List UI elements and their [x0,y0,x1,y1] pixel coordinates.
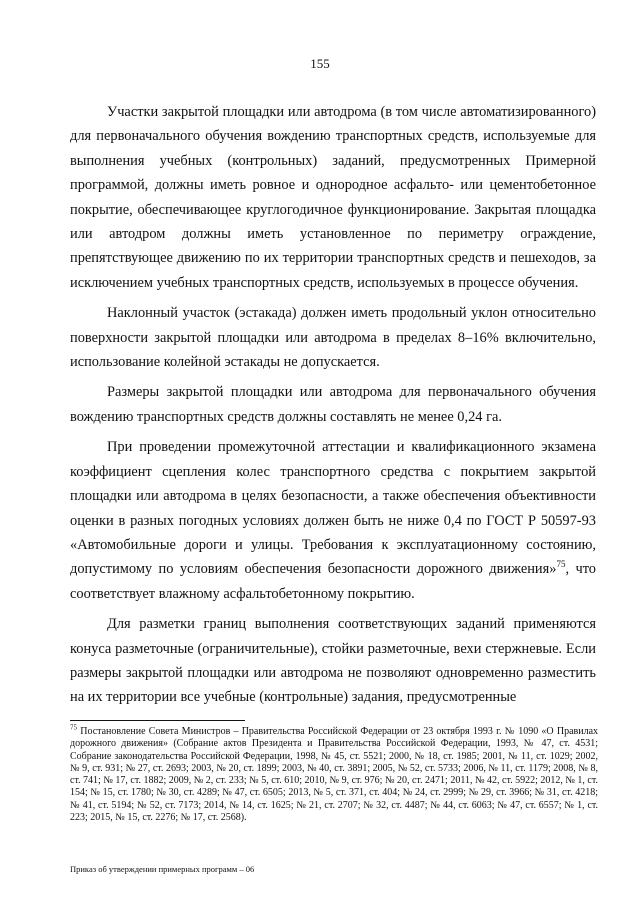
footnote-reference[interactable]: 75 [556,559,566,570]
footnote [70,723,599,824]
footnote-number: 75 [70,723,77,732]
footnote-divider [70,720,245,721]
paragraph-marking-equipment: Для разметки границ выполнения соответствующих заданий применяются конуса разметочные (ограничительные), стойки разметочные, вехи стержневые. Если размеры закрытой площадки или автодрома не позволяют одновременно разместить на их территории все учебные (контрольные) задания, предусмотренные [70,616,596,706]
paragraph-friction-text: При проведении промежуточной аттестации и квалификационного экзамена коэффициент сцепления колес транспортного средства с покрытием закрытой площадки или автодрома в целях безопасности, а также обеспечения объективности оценки в разных погодных условиях должен быть не ниже 0,4 по ГОСТ Р 50597-93 «Автомобильные дороги и улицы. Требования к эксплуатационному состоянию, допустимому по условиям обеспечения безопасности дорожного движения» [70,439,596,578]
footer-note: Приказ об утверждении примерных программ – 06 [70,864,255,874]
footnote-text: Постановление Совета Министров – Правительства Российской Федерации от 23 октября 1993 г. № 1090 «О Правилах дорожного движения» (Собрание актов Президента и Правительства Российской Федерации, 1993, № 47, ст. 4531; Собрание законодательства Российской Федерации, 1998, № 45, ст. 5521; 2000, № 18, ст. 1985; 2001, № 11, ст. 1029; 2002, № 9, ст. 931; № 27, ст. 2693; 2003, № 20, ст. 1899; 2003, № 40, ст. 3891; 2005, № 52, ст. 5733; 2006, № 11, ст. 1179; 2008, № 8, ст. 741; № 17, ст. 1882; 2009, № 2, ст. 233; № 5, ст. 610; 2010, № 9, ст. 976; № 20, ст. 2471; 2011, № 42, ст. 5922; 2012, № 1, ст. 154; № 15, ст. 1780; № 30, ст. 4289; № 47, ст. 6505; 2013, № 5, ст. 371, ст. 404; № 24, ст. 2999; № 29, ст. 3966; № 31, ст. 4218; № 41, ст. 5194; № 52, ст. 7173; 2014, № 14, ст. 1625; № 21, ст. 2707; № 32, ст. 4487; № 44, ст. 6063; № 47, ст. 6557; № 1, ст. 223; 2015, № 15, ст. 2276; № 17, ст. 2568). [70,726,599,824]
page-number: 155 [310,56,330,71]
paragraph-friction-tail: , что соответствует влажному асфальтобетонному покрытию. [70,561,596,602]
paragraph-closed-area-requirements: Участки закрытой площадки или автодрома (в том числе автоматизированного) для первоначального обучения вождению транспортных средств, используемые для выполнения учебных (контрольных) заданий, предусмотренных Примерной программой, должны иметь ровное и однородное асфальто- или цементобетонное покрытие, обеспечивающее круглогодичное функционирование. Закрытая площадка или автодром должны иметь установленное по периметру ограждение, препятствующее движению по их территории транспортных средств и пешеходов, за исключением учебных транспортных средств, используемых в процессе обучения. [70,104,596,291]
paragraph-incline-requirements: Наклонный участок (эстакада) должен иметь продольный уклон относительно поверхности закрытой площадки или автодрома в пределах 8–16% включительно, использование колейной эстакады не допускается. [70,305,596,371]
paragraph-area-size: Размеры закрытой площадки или автодрома для первоначального обучения вождению транспортных средств должны составлять не менее 0,24 га. [70,384,596,425]
body-text [70,100,596,716]
paragraph-friction-coefficient [70,435,596,606]
